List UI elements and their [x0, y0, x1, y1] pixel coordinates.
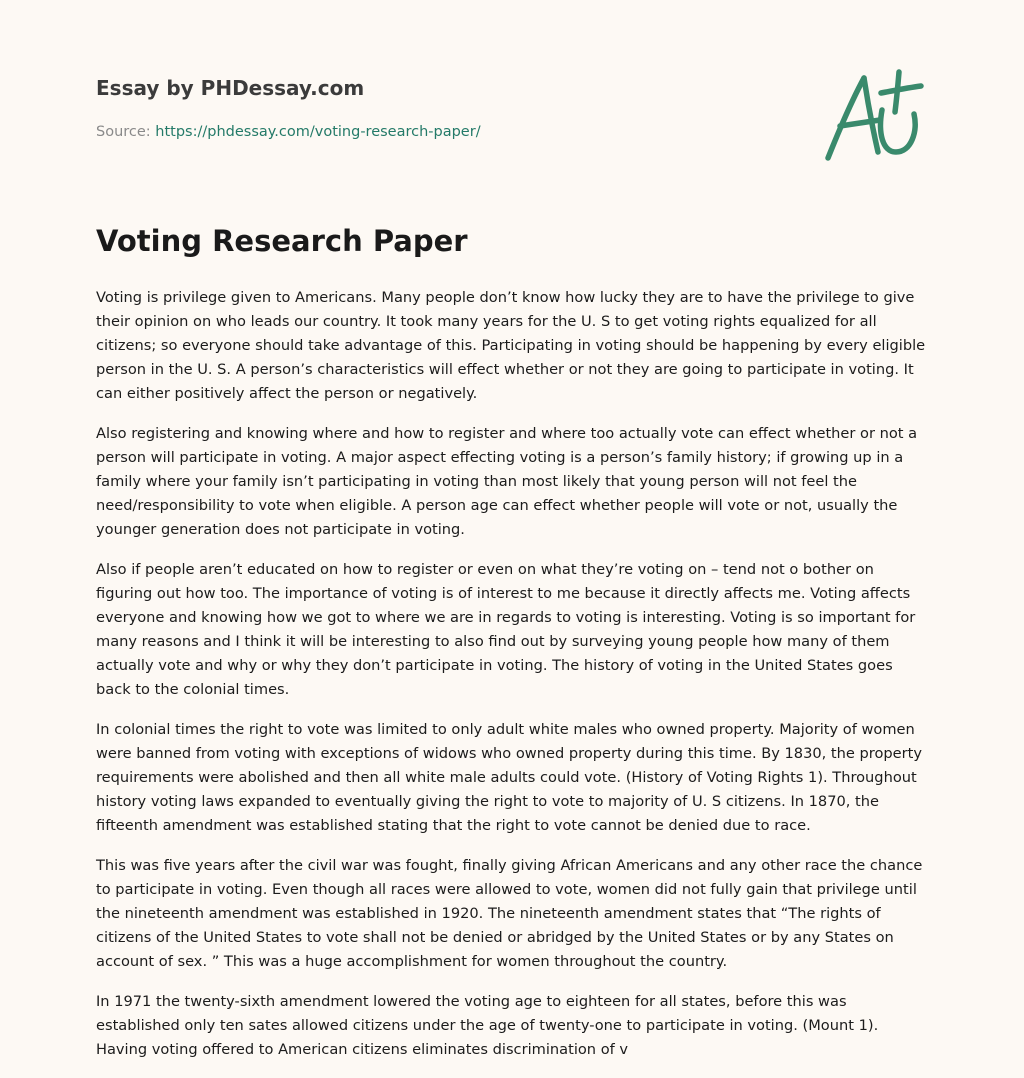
essay-title: Voting Research Paper	[96, 224, 468, 258]
source-label: Source:	[96, 124, 156, 140]
source-line	[96, 124, 481, 140]
essay-paragraph: In colonial times the right to vote was limited to only adult white males who owned property. Majority of women were banned from voting with exceptions of widows who owned property during this time. By 1830, the property requirements were abolished and then all white male adults could vote. (History of Voting Rights 1). Throughout history voting laws expanded to eventually giving the right to vote to majority of U. S citizens. In 1870, the fifteenth amendment was established stating that the right to vote cannot be denied due to race.	[96, 721, 922, 834]
logo-letter-a-right	[864, 78, 878, 152]
essay-paragraph: In 1971 the twenty-sixth amendment lowered the voting age to eighteen for all states, before this was established only ten sates allowed citizens under the age of twenty-one to participate in voting. (Mount 1). Having voting offered to American citizens eliminates discrimination of v	[96, 993, 879, 1058]
source-link[interactable]: https://phdessay.com/voting-research-paper/	[155, 124, 481, 140]
essay-paragraph: Voting is privilege given to Americans. Many people don’t know how lucky they are to have the privilege to give their opinion on who leads our country. It took many years for the U. S to get voting rights equalized for all citizens; so everyone should take advantage of this. Participating in voting should be happening by every eligible person in the U. S. A person’s characteristics will effect whether or not they are going to participate in voting. It can either positively affect the person or negatively.	[96, 289, 926, 402]
essay-paragraph: Also if people aren’t educated on how to register or even on what they’re voting on – tend not o bother on figuring out how too. The importance of voting is of interest to me because it directly affects me. Voting affects everyone and knowing how we got to where we are in regards to voting is interesting. Voting is so important for many reasons and I think it will be interesting to also find out by surveying young people how many of them actually vote and why or why they don’t participate in voting. The history of voting in the United States goes back to the colonial times.	[96, 561, 916, 698]
essay-paragraph: Also registering and knowing where and how to register and where too actually vote can effect whether or not a person will participate in voting. A major aspect effecting voting is a person’s family history; if growing up in a family where your family isn’t participating in voting than most likely that young person will not feel the need/responsibility to vote when eligible. A person age can effect whether people will vote or not, usually the younger generation does not participate in voting.	[96, 425, 918, 538]
essay-paragraph: This was five years after the civil war was fought, finally giving African Americans and any other race the chance to participate in voting. Even though all races were allowed to vote, women did not fully gain that privilege until the nineteenth amendment was established in 1920. The nineteenth amendment states that “The rights of citizens of the United States to vote shall not be denied or abridged by the United States or by any States on account of sex. ” This was a huge accomplishment for women throughout the country.	[96, 857, 923, 970]
site-title: Essay by PHDessay.com	[96, 76, 365, 100]
logo-letter-a-left	[828, 78, 864, 158]
a-plus-logo-icon	[818, 66, 930, 166]
essay-body	[96, 286, 928, 1078]
logo-plus-horizontal	[881, 86, 921, 93]
logo-swoosh	[881, 110, 916, 152]
